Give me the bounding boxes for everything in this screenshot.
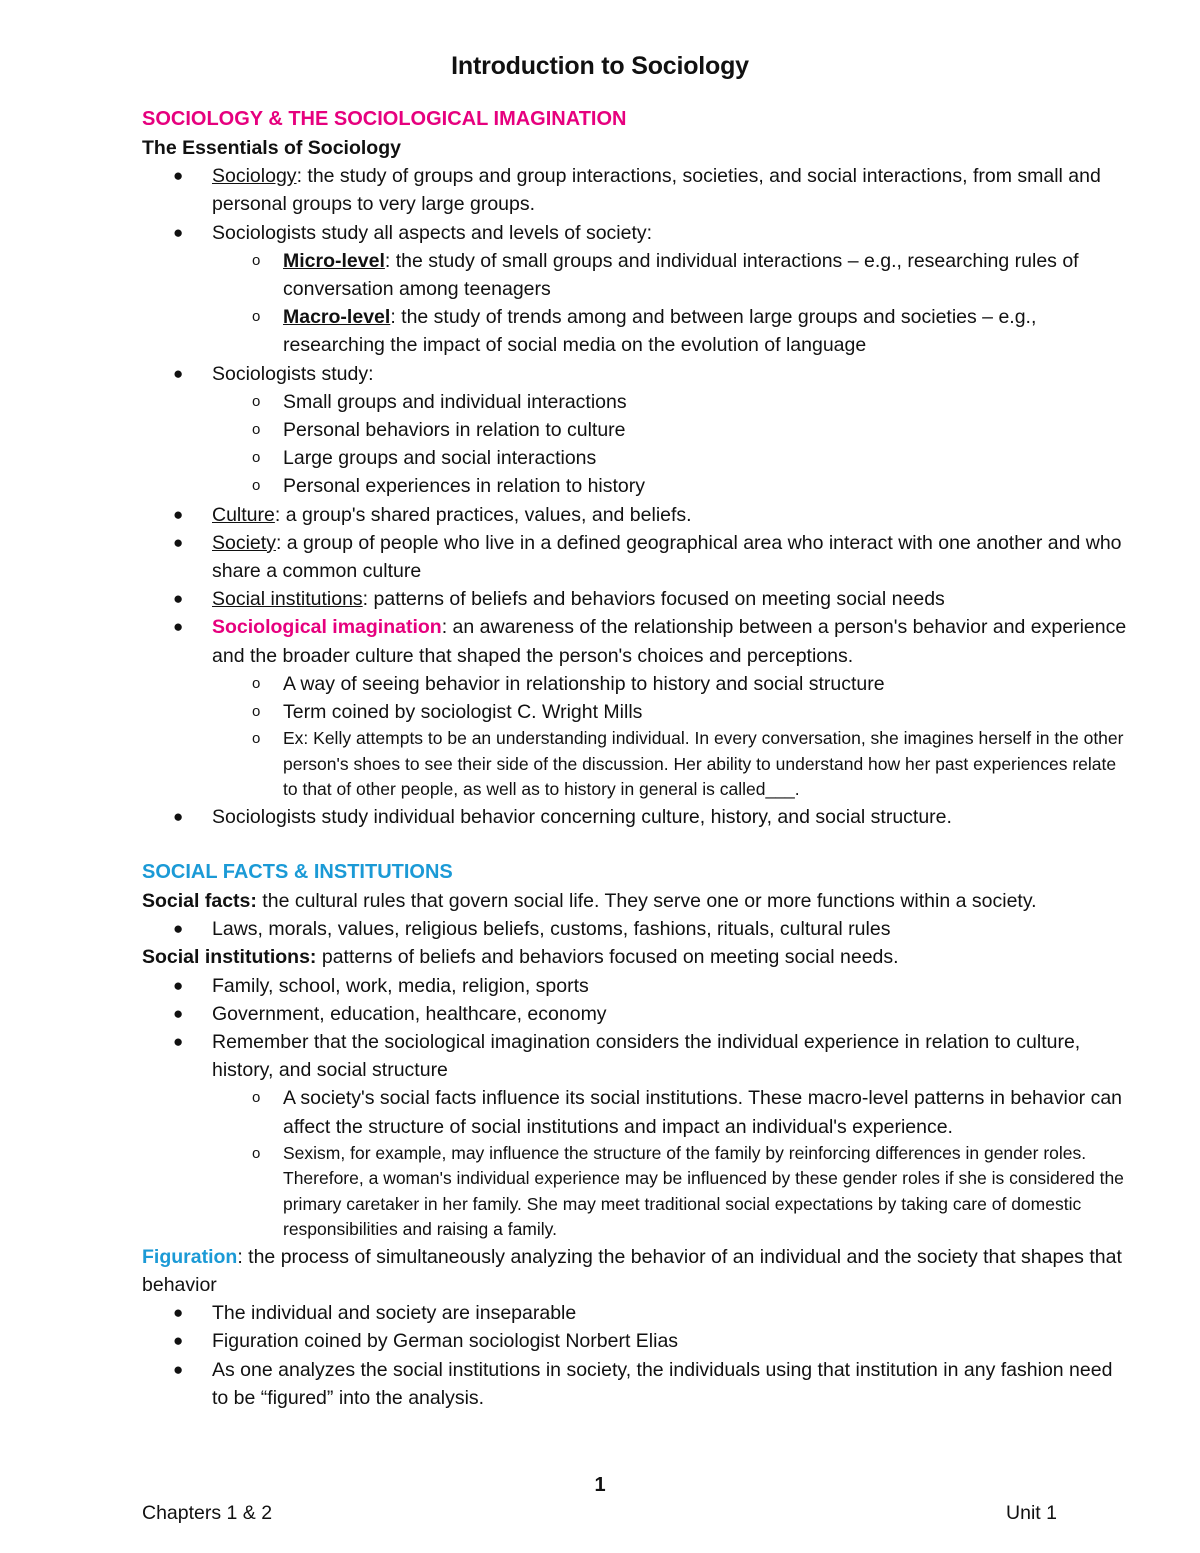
- list-item-text: Laws, morals, values, religious beliefs, customs, fashions, rituals, cultural rules: [212, 918, 891, 941]
- sub-list-item: [212, 1084, 1132, 1140]
- sub-list-item-example: [212, 726, 1132, 803]
- bullet-list-social-institutions: [142, 972, 1132, 1243]
- list-item-text: Sociologists study individual behavior concerning culture, history, and social structure.: [212, 805, 952, 828]
- sub-list-item-text: Personal behaviors in relation to culture: [283, 419, 626, 442]
- section-spacer: [142, 831, 1132, 857]
- section-heading-sociology: SOCIOLOGY & THE SOCIOLOGICAL IMAGINATION: [142, 108, 627, 130]
- bullet-icon: ●: [173, 222, 184, 242]
- sub-list: [212, 388, 1132, 501]
- definition-text: : an awareness of the relationship between a person's behavior and experience and the broader culture that shaped the person's choices and perceptions.: [212, 616, 1127, 667]
- sub-list-item-text: A society's social facts influence its social institutions. These macro-level patterns in behavior can affect the structure of social institutions and impact an individual's experience.: [283, 1087, 1123, 1138]
- list-item: [142, 501, 1132, 529]
- sub-list-item: [212, 388, 1132, 416]
- definition-text: : patterns of beliefs and behaviors focused on meeting social needs: [362, 588, 945, 611]
- list-item: [142, 1028, 1132, 1243]
- definition-text: : the study of groups and group interactions, societies, and social interactions, from small and personal groups to very large groups.: [212, 165, 1101, 216]
- bullet-icon: ●: [173, 589, 184, 609]
- term-culture: Culture: [212, 503, 275, 526]
- list-item: [142, 529, 1132, 585]
- definition-text: : a group of people who live in a defined geographical area who interact with one another and who share a common culture: [212, 531, 1122, 583]
- sub-list: [212, 247, 1132, 360]
- section-heading-social-facts: SOCIAL FACTS & INSTITUTIONS: [142, 860, 453, 883]
- sub-list-item: [212, 670, 1132, 698]
- list-item: [142, 585, 1132, 613]
- definition-text: patterns of beliefs and behaviors focused on meeting social needs.: [316, 946, 899, 969]
- bullet-icon: ●: [173, 1331, 184, 1351]
- list-item-text: As one analyzes the social institutions in society, the individuals using that institution in any fashion need to be “figured” into the analysis.: [212, 1358, 1113, 1409]
- circle-bullet-icon: o: [252, 392, 261, 410]
- term-social-institutions: Social institutions: [212, 588, 363, 611]
- circle-bullet-icon: o: [252, 730, 261, 748]
- bullet-list-social-facts: [142, 915, 1132, 943]
- list-item: [142, 1356, 1132, 1412]
- list-item: [142, 1000, 1132, 1028]
- sub-list-item-text: Small groups and individual interactions: [283, 390, 627, 413]
- list-item-text: Government, education, healthcare, economy: [212, 1002, 607, 1025]
- example-text: Ex: Kelly attempts to be an understanding individual. In every conversation, she imagines herself in the other person's shoes to see their side of the discussion. Her ability to understand how her past experiences relate to that of other people, as well as to history in general is called___.: [283, 728, 1124, 800]
- list-item-text: Figuration coined by German sociologist Norbert Elias: [212, 1330, 679, 1353]
- bullet-icon: ●: [173, 806, 184, 826]
- term-figuration: Figuration: [142, 1245, 238, 1268]
- list-item-text: Sociologists study all aspects and levels of society:: [212, 221, 653, 244]
- bullet-icon: ●: [173, 166, 184, 186]
- footer-unit: Unit 1: [1006, 1502, 1057, 1524]
- list-item: [142, 1299, 1132, 1327]
- term-micro-level: Micro-level: [283, 249, 385, 272]
- sub-list-item: [212, 444, 1132, 472]
- list-item: [142, 360, 1132, 501]
- list-item-text: The individual and society are inseparable: [212, 1302, 577, 1325]
- term-sociological-imagination: Sociological imagination: [212, 616, 442, 639]
- sub-list-item: [212, 698, 1132, 726]
- paragraph-social-institutions: [142, 943, 1132, 971]
- bullet-list-figuration: [142, 1299, 1132, 1412]
- subheading-essentials: The Essentials of Sociology: [142, 137, 401, 159]
- circle-bullet-icon: o: [252, 308, 261, 326]
- term-society: Society: [212, 531, 276, 554]
- sub-list-item: [212, 303, 1132, 359]
- bullet-list-essentials: [142, 162, 1132, 831]
- circle-bullet-icon: o: [252, 421, 261, 439]
- sub-list-item: [212, 416, 1132, 444]
- term-social-facts: Social facts:: [142, 889, 257, 912]
- paragraph-figuration: [142, 1243, 1132, 1299]
- bullet-icon: ●: [173, 919, 184, 939]
- list-item-text: Remember that the sociological imagination considers the individual experience in relation to culture, history, and social structure: [212, 1030, 1081, 1082]
- list-item: [142, 915, 1132, 943]
- sub-list-item-text: A way of seeing behavior in relationship to history and social structure: [283, 672, 885, 695]
- term-macro-level: Macro-level: [283, 306, 391, 329]
- sub-list-item-text: Personal experiences in relation to history: [283, 475, 646, 498]
- bullet-icon: ●: [173, 975, 184, 995]
- list-item: [142, 162, 1132, 218]
- document-body: [142, 104, 1132, 1412]
- bullet-icon: ●: [173, 617, 184, 637]
- bullet-icon: ●: [173, 532, 184, 552]
- list-item-text: Sociologists study:: [212, 362, 374, 385]
- definition-text: : the process of simultaneously analyzing the behavior of an individual and the society that shapes that behavior: [142, 1245, 1122, 1296]
- circle-bullet-icon: o: [252, 1144, 261, 1162]
- bullet-icon: ●: [173, 1003, 184, 1023]
- list-item: [142, 219, 1132, 360]
- circle-bullet-icon: o: [252, 1089, 261, 1107]
- circle-bullet-icon: o: [252, 477, 261, 495]
- footer-chapters: Chapters 1 & 2: [142, 1502, 273, 1524]
- bullet-icon: ●: [173, 1303, 184, 1323]
- document-title: Introduction to Sociology: [451, 52, 749, 80]
- circle-bullet-icon: o: [252, 251, 261, 269]
- bullet-icon: ●: [173, 1359, 184, 1379]
- page-number: 1: [594, 1474, 606, 1496]
- sub-list: [212, 1084, 1132, 1242]
- sub-list-item-example: [212, 1141, 1132, 1243]
- list-item: [142, 613, 1132, 802]
- sub-list-item-text: Term coined by sociologist C. Wright Mills: [283, 701, 643, 724]
- sub-list: [212, 670, 1132, 803]
- bullet-icon: ●: [173, 504, 184, 524]
- definition-text: the cultural rules that govern social life. They serve one or more functions within a society.: [256, 889, 1037, 912]
- list-item: [142, 972, 1132, 1000]
- paragraph-social-facts: [142, 887, 1132, 915]
- bullet-icon: ●: [173, 1031, 184, 1051]
- definition-text: : the study of trends among and between large groups and societies – e.g., researching the impact of social media on the evolution of language: [283, 306, 1037, 357]
- list-item: [142, 803, 1132, 831]
- circle-bullet-icon: o: [252, 703, 261, 721]
- bullet-icon: ●: [173, 363, 184, 383]
- definition-text: : the study of small groups and individual interactions – e.g., researching rules of conversation among teenagers: [283, 249, 1079, 301]
- definition-text: : a group's shared practices, values, and beliefs.: [274, 503, 692, 526]
- sub-list-item: [212, 472, 1132, 500]
- list-item: [142, 1327, 1132, 1355]
- example-text: Sexism, for example, may influence the structure of the family by reinforcing differences in gender roles. Therefore, a woman's individual experience may be influenced by these gender roles if she is considered the primary caretaker in her family. She may meet traditional social expectations by taking care of domestic responsibilities and raising a family.: [283, 1142, 1124, 1240]
- circle-bullet-icon: o: [252, 674, 261, 692]
- term-social-institutions-2: Social institutions:: [142, 946, 317, 969]
- list-item-text: Family, school, work, media, religion, sports: [212, 974, 589, 997]
- sub-list-item-text: Large groups and social interactions: [283, 447, 597, 470]
- term-sociology: Sociology: [212, 165, 297, 188]
- circle-bullet-icon: o: [252, 449, 261, 467]
- sub-list-item: [212, 247, 1132, 303]
